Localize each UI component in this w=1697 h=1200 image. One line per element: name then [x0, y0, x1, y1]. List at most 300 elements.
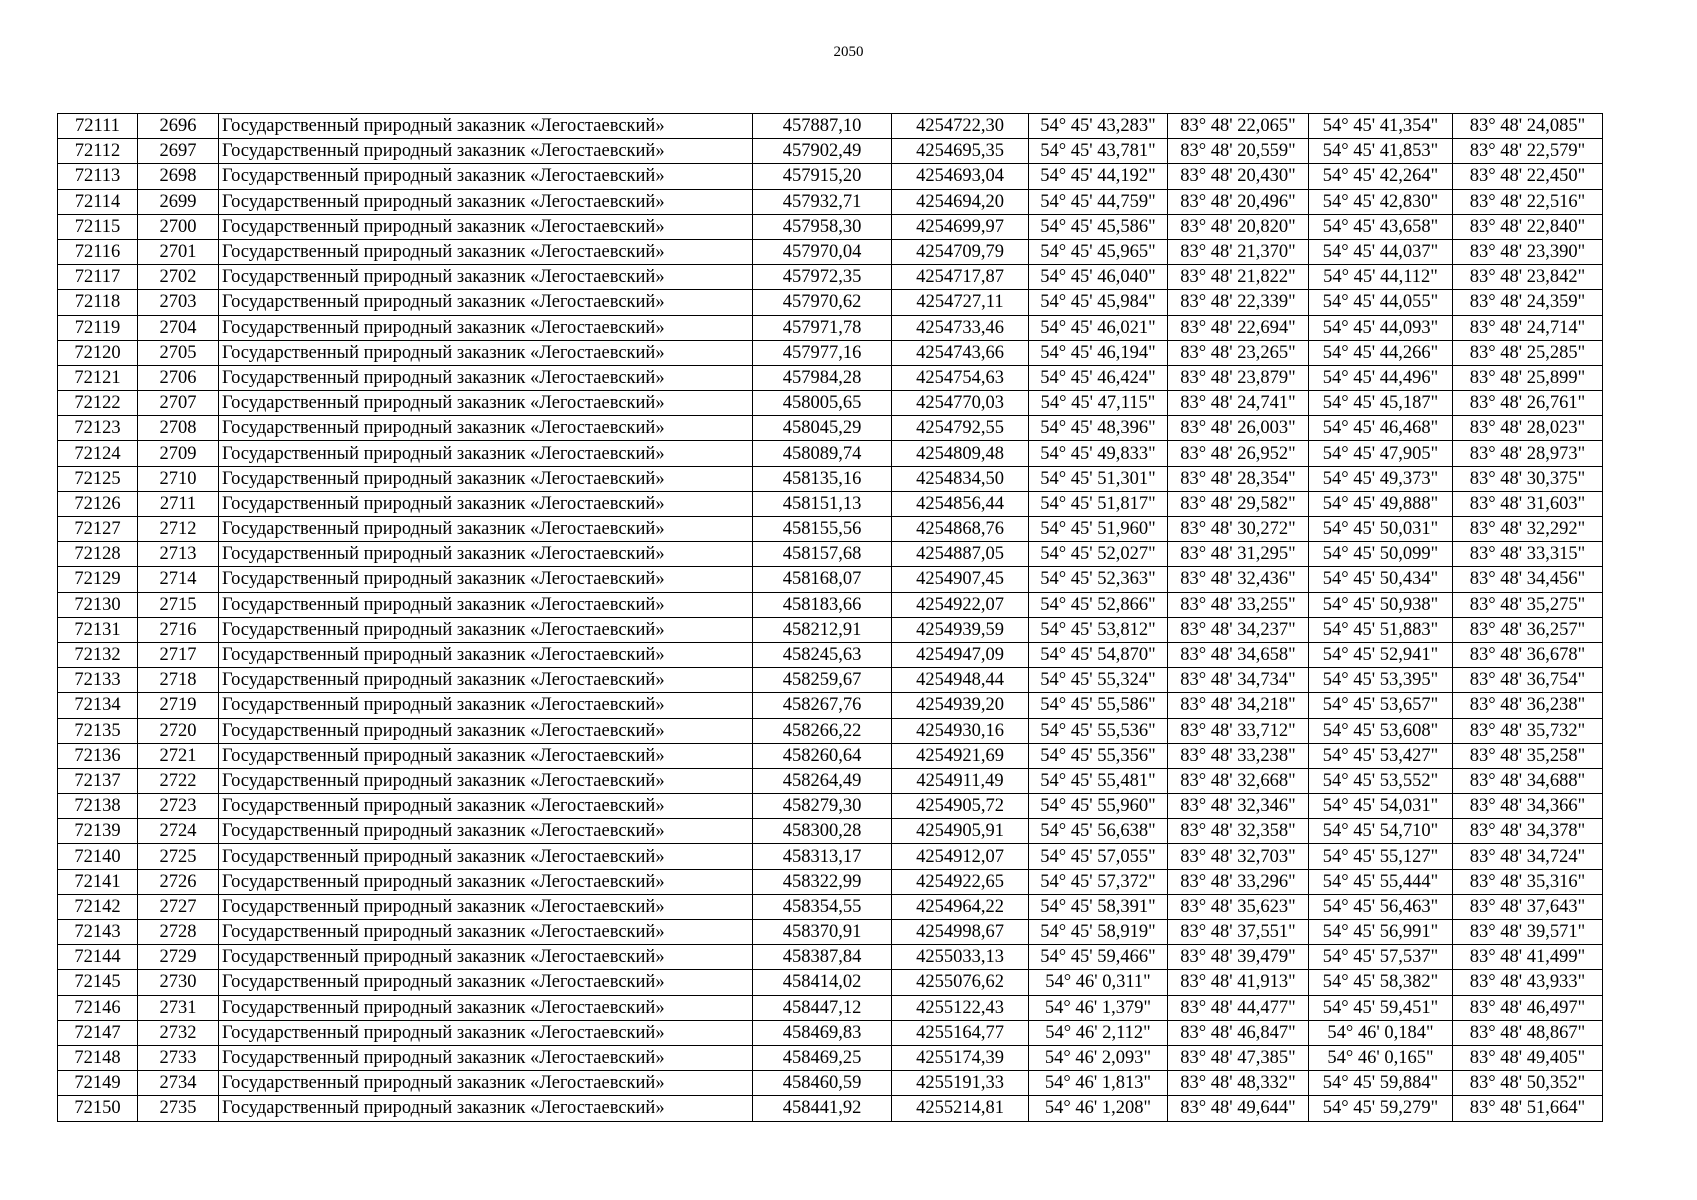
x-coordinate-cell: 457971,78 [753, 315, 892, 340]
row-number-cell: 72145 [58, 970, 138, 995]
x-coordinate-cell: 458089,74 [753, 441, 892, 466]
longitude-2-cell: 83° 48' 28,973" [1453, 441, 1603, 466]
latitude-cell: 54° 45' 55,356" [1029, 743, 1168, 768]
longitude-cell: 83° 48' 24,741" [1168, 391, 1309, 416]
point-number-cell: 2708 [138, 416, 219, 441]
coordinates-table [57, 113, 1603, 1122]
x-coordinate-cell: 458245,63 [753, 642, 892, 667]
longitude-2-cell: 83° 48' 32,292" [1453, 517, 1603, 542]
y-coordinate-cell: 4254868,76 [892, 517, 1029, 542]
latitude-2-cell: 54° 45' 50,434" [1309, 567, 1453, 592]
name-cell: Государственный природный заказник «Легостаевский» [219, 214, 753, 239]
latitude-2-cell: 54° 45' 42,830" [1309, 189, 1453, 214]
latitude-2-cell: 54° 45' 55,444" [1309, 869, 1453, 894]
table-row [58, 491, 1603, 516]
point-number-cell: 2717 [138, 642, 219, 667]
name-cell: Государственный природный заказник «Легостаевский» [219, 718, 753, 743]
longitude-2-cell: 83° 48' 22,579" [1453, 139, 1603, 164]
name-cell: Государственный природный заказник «Легостаевский» [219, 592, 753, 617]
latitude-2-cell: 54° 45' 54,031" [1309, 794, 1453, 819]
latitude-2-cell: 54° 45' 51,883" [1309, 617, 1453, 642]
latitude-cell: 54° 45' 54,870" [1029, 642, 1168, 667]
longitude-2-cell: 83° 48' 26,761" [1453, 391, 1603, 416]
x-coordinate-cell: 458267,76 [753, 693, 892, 718]
longitude-2-cell: 83° 48' 41,499" [1453, 945, 1603, 970]
row-number-cell: 72148 [58, 1045, 138, 1070]
name-cell: Государственный природный заказник «Легостаевский» [219, 239, 753, 264]
y-coordinate-cell: 4254792,55 [892, 416, 1029, 441]
table-row [58, 819, 1603, 844]
row-number-cell: 72120 [58, 340, 138, 365]
name-cell: Государственный природный заказник «Легостаевский» [219, 1071, 753, 1096]
table-row [58, 139, 1603, 164]
table-row [58, 945, 1603, 970]
latitude-2-cell: 54° 45' 59,884" [1309, 1071, 1453, 1096]
y-coordinate-cell: 4254695,35 [892, 139, 1029, 164]
longitude-2-cell: 83° 48' 22,450" [1453, 164, 1603, 189]
table-row [58, 567, 1603, 592]
row-number-cell: 72112 [58, 139, 138, 164]
x-coordinate-cell: 458322,99 [753, 869, 892, 894]
longitude-cell: 83° 48' 32,346" [1168, 794, 1309, 819]
latitude-2-cell: 54° 45' 52,941" [1309, 642, 1453, 667]
latitude-cell: 54° 45' 51,817" [1029, 491, 1168, 516]
point-number-cell: 2698 [138, 164, 219, 189]
latitude-cell: 54° 45' 51,960" [1029, 517, 1168, 542]
row-number-cell: 72144 [58, 945, 138, 970]
latitude-2-cell: 54° 45' 56,991" [1309, 920, 1453, 945]
point-number-cell: 2702 [138, 265, 219, 290]
point-number-cell: 2699 [138, 189, 219, 214]
longitude-cell: 83° 48' 20,496" [1168, 189, 1309, 214]
y-coordinate-cell: 4254709,79 [892, 239, 1029, 264]
name-cell: Государственный природный заказник «Легостаевский» [219, 1020, 753, 1045]
longitude-cell: 83° 48' 29,582" [1168, 491, 1309, 516]
longitude-cell: 83° 48' 28,354" [1168, 466, 1309, 491]
longitude-2-cell: 83° 48' 24,714" [1453, 315, 1603, 340]
name-cell: Государственный природный заказник «Легостаевский» [219, 567, 753, 592]
longitude-cell: 83° 48' 49,644" [1168, 1096, 1309, 1121]
y-coordinate-cell: 4254887,05 [892, 542, 1029, 567]
row-number-cell: 72116 [58, 239, 138, 264]
y-coordinate-cell: 4254921,69 [892, 743, 1029, 768]
name-cell: Государственный природный заказник «Легостаевский» [219, 139, 753, 164]
name-cell: Государственный природный заказник «Легостаевский» [219, 391, 753, 416]
table-row [58, 517, 1603, 542]
latitude-2-cell: 54° 45' 59,279" [1309, 1096, 1453, 1121]
latitude-2-cell: 54° 45' 55,127" [1309, 844, 1453, 869]
name-cell: Государственный природный заказник «Легостаевский» [219, 441, 753, 466]
x-coordinate-cell: 458045,29 [753, 416, 892, 441]
longitude-2-cell: 83° 48' 31,603" [1453, 491, 1603, 516]
latitude-cell: 54° 45' 43,781" [1029, 139, 1168, 164]
latitude-2-cell: 54° 45' 44,055" [1309, 290, 1453, 315]
row-number-cell: 72136 [58, 743, 138, 768]
row-number-cell: 72114 [58, 189, 138, 214]
latitude-cell: 54° 46' 1,379" [1029, 995, 1168, 1020]
latitude-cell: 54° 45' 44,759" [1029, 189, 1168, 214]
row-number-cell: 72135 [58, 718, 138, 743]
page-number: 2050 [833, 44, 864, 60]
longitude-2-cell: 83° 48' 25,899" [1453, 365, 1603, 390]
name-cell: Государственный природный заказник «Легостаевский» [219, 995, 753, 1020]
latitude-2-cell: 54° 45' 50,031" [1309, 517, 1453, 542]
y-coordinate-cell: 4254964,22 [892, 894, 1029, 919]
row-number-cell: 72141 [58, 869, 138, 894]
name-cell: Государственный природный заказник «Легостаевский» [219, 945, 753, 970]
row-number-cell: 72117 [58, 265, 138, 290]
point-number-cell: 2712 [138, 517, 219, 542]
longitude-cell: 83° 48' 44,477" [1168, 995, 1309, 1020]
row-number-cell: 72150 [58, 1096, 138, 1121]
longitude-2-cell: 83° 48' 35,732" [1453, 718, 1603, 743]
name-cell: Государственный природный заказник «Легостаевский» [219, 189, 753, 214]
latitude-2-cell: 54° 45' 49,888" [1309, 491, 1453, 516]
longitude-2-cell: 83° 48' 36,754" [1453, 668, 1603, 693]
longitude-cell: 83° 48' 26,952" [1168, 441, 1309, 466]
row-number-cell: 72142 [58, 894, 138, 919]
latitude-cell: 54° 45' 55,481" [1029, 768, 1168, 793]
y-coordinate-cell: 4254947,09 [892, 642, 1029, 667]
latitude-cell: 54° 45' 57,372" [1029, 869, 1168, 894]
point-number-cell: 2696 [138, 114, 219, 139]
longitude-2-cell: 83° 48' 46,497" [1453, 995, 1603, 1020]
point-number-cell: 2734 [138, 1071, 219, 1096]
x-coordinate-cell: 458354,55 [753, 894, 892, 919]
row-number-cell: 72118 [58, 290, 138, 315]
latitude-cell: 54° 45' 46,194" [1029, 340, 1168, 365]
table-row [58, 995, 1603, 1020]
longitude-cell: 83° 48' 31,295" [1168, 542, 1309, 567]
y-coordinate-cell: 4254727,11 [892, 290, 1029, 315]
latitude-2-cell: 54° 46' 0,165" [1309, 1045, 1453, 1070]
row-number-cell: 72146 [58, 995, 138, 1020]
table-body [58, 114, 1603, 1122]
table-row [58, 970, 1603, 995]
table-row [58, 592, 1603, 617]
latitude-cell: 54° 45' 57,055" [1029, 844, 1168, 869]
longitude-cell: 83° 48' 32,703" [1168, 844, 1309, 869]
latitude-cell: 54° 45' 55,960" [1029, 794, 1168, 819]
x-coordinate-cell: 457984,28 [753, 365, 892, 390]
row-number-cell: 72122 [58, 391, 138, 416]
y-coordinate-cell: 4254733,46 [892, 315, 1029, 340]
latitude-2-cell: 54° 45' 47,905" [1309, 441, 1453, 466]
x-coordinate-cell: 458168,07 [753, 567, 892, 592]
longitude-2-cell: 83° 48' 39,571" [1453, 920, 1603, 945]
name-cell: Государственный природный заказник «Легостаевский» [219, 642, 753, 667]
latitude-cell: 54° 45' 58,391" [1029, 894, 1168, 919]
latitude-2-cell: 54° 45' 56,463" [1309, 894, 1453, 919]
y-coordinate-cell: 4254856,44 [892, 491, 1029, 516]
name-cell: Государственный природный заказник «Легостаевский» [219, 894, 753, 919]
point-number-cell: 2706 [138, 365, 219, 390]
table-row [58, 164, 1603, 189]
longitude-2-cell: 83° 48' 28,023" [1453, 416, 1603, 441]
row-number-cell: 72149 [58, 1071, 138, 1096]
table-row [58, 391, 1603, 416]
table-row [58, 844, 1603, 869]
latitude-2-cell: 54° 45' 46,468" [1309, 416, 1453, 441]
row-number-cell: 72124 [58, 441, 138, 466]
row-number-cell: 72111 [58, 114, 138, 139]
latitude-2-cell: 54° 45' 41,354" [1309, 114, 1453, 139]
point-number-cell: 2728 [138, 920, 219, 945]
point-number-cell: 2722 [138, 768, 219, 793]
point-number-cell: 2709 [138, 441, 219, 466]
point-number-cell: 2718 [138, 668, 219, 693]
table-row [58, 794, 1603, 819]
longitude-cell: 83° 48' 37,551" [1168, 920, 1309, 945]
point-number-cell: 2733 [138, 1045, 219, 1070]
longitude-2-cell: 83° 48' 43,933" [1453, 970, 1603, 995]
table-row [58, 718, 1603, 743]
row-number-cell: 72140 [58, 844, 138, 869]
table-row [58, 1045, 1603, 1070]
x-coordinate-cell: 458447,12 [753, 995, 892, 1020]
row-number-cell: 72139 [58, 819, 138, 844]
x-coordinate-cell: 457932,71 [753, 189, 892, 214]
name-cell: Государственный природный заказник «Легостаевский» [219, 114, 753, 139]
longitude-cell: 83° 48' 22,694" [1168, 315, 1309, 340]
row-number-cell: 72138 [58, 794, 138, 819]
point-number-cell: 2713 [138, 542, 219, 567]
x-coordinate-cell: 458264,49 [753, 768, 892, 793]
point-number-cell: 2723 [138, 794, 219, 819]
point-number-cell: 2710 [138, 466, 219, 491]
longitude-cell: 83° 48' 39,479" [1168, 945, 1309, 970]
latitude-2-cell: 54° 45' 44,093" [1309, 315, 1453, 340]
name-cell: Государственный природный заказник «Легостаевский» [219, 340, 753, 365]
y-coordinate-cell: 4254912,07 [892, 844, 1029, 869]
latitude-2-cell: 54° 45' 53,427" [1309, 743, 1453, 768]
row-number-cell: 72134 [58, 693, 138, 718]
latitude-cell: 54° 45' 53,812" [1029, 617, 1168, 642]
latitude-cell: 54° 46' 1,813" [1029, 1071, 1168, 1096]
point-number-cell: 2703 [138, 290, 219, 315]
latitude-cell: 54° 45' 49,833" [1029, 441, 1168, 466]
table-row [58, 466, 1603, 491]
latitude-cell: 54° 46' 0,311" [1029, 970, 1168, 995]
x-coordinate-cell: 458279,30 [753, 794, 892, 819]
latitude-2-cell: 54° 45' 44,266" [1309, 340, 1453, 365]
y-coordinate-cell: 4255174,39 [892, 1045, 1029, 1070]
x-coordinate-cell: 457915,20 [753, 164, 892, 189]
x-coordinate-cell: 458157,68 [753, 542, 892, 567]
y-coordinate-cell: 4254743,66 [892, 340, 1029, 365]
longitude-2-cell: 83° 48' 30,375" [1453, 466, 1603, 491]
y-coordinate-cell: 4254834,50 [892, 466, 1029, 491]
longitude-cell: 83° 48' 34,237" [1168, 617, 1309, 642]
longitude-cell: 83° 48' 22,339" [1168, 290, 1309, 315]
longitude-2-cell: 83° 48' 36,257" [1453, 617, 1603, 642]
y-coordinate-cell: 4254907,45 [892, 567, 1029, 592]
name-cell: Государственный природный заказник «Легостаевский» [219, 265, 753, 290]
longitude-cell: 83° 48' 23,265" [1168, 340, 1309, 365]
point-number-cell: 2724 [138, 819, 219, 844]
latitude-2-cell: 54° 45' 45,187" [1309, 391, 1453, 416]
x-coordinate-cell: 458469,83 [753, 1020, 892, 1045]
longitude-2-cell: 83° 48' 24,085" [1453, 114, 1603, 139]
longitude-2-cell: 83° 48' 25,285" [1453, 340, 1603, 365]
row-number-cell: 72127 [58, 517, 138, 542]
latitude-cell: 54° 45' 51,301" [1029, 466, 1168, 491]
longitude-2-cell: 83° 48' 50,352" [1453, 1071, 1603, 1096]
table-row [58, 869, 1603, 894]
x-coordinate-cell: 458469,25 [753, 1045, 892, 1070]
latitude-cell: 54° 45' 45,586" [1029, 214, 1168, 239]
point-number-cell: 2707 [138, 391, 219, 416]
row-number-cell: 72137 [58, 768, 138, 793]
name-cell: Государственный природный заказник «Легостаевский» [219, 491, 753, 516]
longitude-2-cell: 83° 48' 36,238" [1453, 693, 1603, 718]
longitude-cell: 83° 48' 33,296" [1168, 869, 1309, 894]
x-coordinate-cell: 458313,17 [753, 844, 892, 869]
table-row [58, 1071, 1603, 1096]
y-coordinate-cell: 4255076,62 [892, 970, 1029, 995]
y-coordinate-cell: 4254939,59 [892, 617, 1029, 642]
y-coordinate-cell: 4254922,07 [892, 592, 1029, 617]
longitude-2-cell: 83° 48' 24,359" [1453, 290, 1603, 315]
row-number-cell: 72143 [58, 920, 138, 945]
x-coordinate-cell: 458414,02 [753, 970, 892, 995]
y-coordinate-cell: 4254722,30 [892, 114, 1029, 139]
y-coordinate-cell: 4254922,65 [892, 869, 1029, 894]
y-coordinate-cell: 4255033,13 [892, 945, 1029, 970]
row-number-cell: 72132 [58, 642, 138, 667]
y-coordinate-cell: 4254905,72 [892, 794, 1029, 819]
longitude-2-cell: 83° 48' 35,258" [1453, 743, 1603, 768]
point-number-cell: 2720 [138, 718, 219, 743]
name-cell: Государственный природный заказник «Легостаевский» [219, 416, 753, 441]
y-coordinate-cell: 4254905,91 [892, 819, 1029, 844]
y-coordinate-cell: 4254809,48 [892, 441, 1029, 466]
point-number-cell: 2697 [138, 139, 219, 164]
longitude-cell: 83° 48' 30,272" [1168, 517, 1309, 542]
x-coordinate-cell: 457977,16 [753, 340, 892, 365]
point-number-cell: 2727 [138, 894, 219, 919]
row-number-cell: 72128 [58, 542, 138, 567]
x-coordinate-cell: 458260,64 [753, 743, 892, 768]
latitude-2-cell: 54° 45' 43,658" [1309, 214, 1453, 239]
latitude-2-cell: 54° 45' 58,382" [1309, 970, 1453, 995]
longitude-2-cell: 83° 48' 35,275" [1453, 592, 1603, 617]
name-cell: Государственный природный заказник «Легостаевский» [219, 693, 753, 718]
longitude-cell: 83° 48' 20,559" [1168, 139, 1309, 164]
name-cell: Государственный природный заказник «Легостаевский» [219, 517, 753, 542]
point-number-cell: 2731 [138, 995, 219, 1020]
longitude-cell: 83° 48' 34,218" [1168, 693, 1309, 718]
latitude-2-cell: 54° 45' 41,853" [1309, 139, 1453, 164]
point-number-cell: 2700 [138, 214, 219, 239]
y-coordinate-cell: 4254694,20 [892, 189, 1029, 214]
longitude-cell: 83° 48' 48,332" [1168, 1071, 1309, 1096]
longitude-2-cell: 83° 48' 34,366" [1453, 794, 1603, 819]
latitude-cell: 54° 46' 2,093" [1029, 1045, 1168, 1070]
row-number-cell: 72131 [58, 617, 138, 642]
latitude-2-cell: 54° 45' 42,264" [1309, 164, 1453, 189]
x-coordinate-cell: 458259,67 [753, 668, 892, 693]
latitude-2-cell: 54° 45' 54,710" [1309, 819, 1453, 844]
row-number-cell: 72147 [58, 1020, 138, 1045]
point-number-cell: 2725 [138, 844, 219, 869]
latitude-2-cell: 54° 45' 53,657" [1309, 693, 1453, 718]
name-cell: Государственный природный заказник «Легостаевский» [219, 315, 753, 340]
latitude-cell: 54° 45' 45,984" [1029, 290, 1168, 315]
longitude-2-cell: 83° 48' 36,678" [1453, 642, 1603, 667]
table-row [58, 1020, 1603, 1045]
point-number-cell: 2729 [138, 945, 219, 970]
point-number-cell: 2726 [138, 869, 219, 894]
row-number-cell: 72126 [58, 491, 138, 516]
y-coordinate-cell: 4255191,33 [892, 1071, 1029, 1096]
row-number-cell: 72115 [58, 214, 138, 239]
y-coordinate-cell: 4254939,20 [892, 693, 1029, 718]
latitude-cell: 54° 45' 59,466" [1029, 945, 1168, 970]
latitude-2-cell: 54° 45' 57,537" [1309, 945, 1453, 970]
row-number-cell: 72130 [58, 592, 138, 617]
name-cell: Государственный природный заказник «Легостаевский» [219, 365, 753, 390]
longitude-2-cell: 83° 48' 23,390" [1453, 239, 1603, 264]
y-coordinate-cell: 4255122,43 [892, 995, 1029, 1020]
longitude-2-cell: 83° 48' 34,688" [1453, 768, 1603, 793]
x-coordinate-cell: 458370,91 [753, 920, 892, 945]
table-row [58, 214, 1603, 239]
longitude-2-cell: 83° 48' 48,867" [1453, 1020, 1603, 1045]
y-coordinate-cell: 4255164,77 [892, 1020, 1029, 1045]
latitude-cell: 54° 45' 47,115" [1029, 391, 1168, 416]
longitude-cell: 83° 48' 22,065" [1168, 114, 1309, 139]
x-coordinate-cell: 458005,65 [753, 391, 892, 416]
longitude-cell: 83° 48' 47,385" [1168, 1045, 1309, 1070]
row-number-cell: 72113 [58, 164, 138, 189]
y-coordinate-cell: 4254930,16 [892, 718, 1029, 743]
row-number-cell: 72119 [58, 315, 138, 340]
latitude-cell: 54° 45' 48,396" [1029, 416, 1168, 441]
name-cell: Государственный природный заказник «Легостаевский» [219, 743, 753, 768]
latitude-2-cell: 54° 46' 0,184" [1309, 1020, 1453, 1045]
row-number-cell: 72121 [58, 365, 138, 390]
latitude-cell: 54° 45' 52,027" [1029, 542, 1168, 567]
x-coordinate-cell: 458266,22 [753, 718, 892, 743]
table-row [58, 416, 1603, 441]
longitude-2-cell: 83° 48' 22,516" [1453, 189, 1603, 214]
x-coordinate-cell: 458151,13 [753, 491, 892, 516]
longitude-cell: 83° 48' 34,734" [1168, 668, 1309, 693]
point-number-cell: 2705 [138, 340, 219, 365]
latitude-cell: 54° 45' 46,424" [1029, 365, 1168, 390]
x-coordinate-cell: 457972,35 [753, 265, 892, 290]
point-number-cell: 2701 [138, 239, 219, 264]
longitude-cell: 83° 48' 32,436" [1168, 567, 1309, 592]
x-coordinate-cell: 457958,30 [753, 214, 892, 239]
latitude-2-cell: 54° 45' 50,938" [1309, 592, 1453, 617]
y-coordinate-cell: 4254717,87 [892, 265, 1029, 290]
name-cell: Государственный природный заказник «Легостаевский» [219, 466, 753, 491]
y-coordinate-cell: 4254770,03 [892, 391, 1029, 416]
longitude-cell: 83° 48' 32,358" [1168, 819, 1309, 844]
latitude-cell: 54° 45' 56,638" [1029, 819, 1168, 844]
longitude-2-cell: 83° 48' 22,840" [1453, 214, 1603, 239]
table-row [58, 743, 1603, 768]
name-cell: Государственный природный заказник «Легостаевский» [219, 542, 753, 567]
longitude-2-cell: 83° 48' 34,456" [1453, 567, 1603, 592]
table-row [58, 542, 1603, 567]
name-cell: Государственный природный заказник «Легостаевский» [219, 617, 753, 642]
latitude-cell: 54° 45' 55,536" [1029, 718, 1168, 743]
point-number-cell: 2721 [138, 743, 219, 768]
latitude-cell: 54° 45' 52,363" [1029, 567, 1168, 592]
